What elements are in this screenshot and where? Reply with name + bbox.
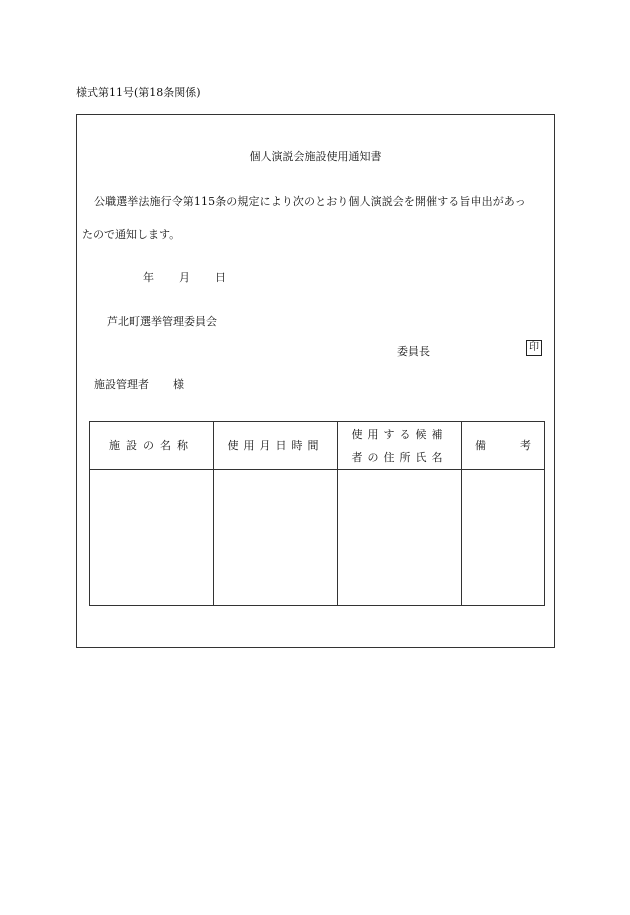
recipient-line	[94, 376, 184, 392]
cell-candidate-info[interactable]	[338, 470, 462, 606]
date-month: 月	[179, 271, 190, 284]
chairperson-label: 委員長	[397, 345, 430, 358]
date-day: 日	[215, 271, 226, 284]
form-number: 様式第11号(第18条関係)	[76, 86, 201, 99]
header-usage-datetime: 使用月日時間	[214, 422, 338, 470]
cell-facility-name[interactable]	[90, 470, 214, 606]
honorific-label: 様	[173, 378, 184, 391]
cell-remarks[interactable]	[462, 470, 545, 606]
header-facility-name: 施設の名称	[90, 422, 214, 470]
header-remarks	[462, 422, 545, 470]
header-remarks-right: 考	[520, 439, 531, 452]
facility-usage-table	[89, 421, 545, 606]
header-candidate-line-2: 者の住所氏名	[351, 450, 448, 464]
header-candidate-info	[338, 422, 462, 470]
recipient-label: 施設管理者	[94, 378, 149, 391]
body-text-line-1: 公職選挙法施行令第115条の規定により次のとおり個人演説会を開催する旨申出があっ	[94, 195, 526, 208]
notice-frame	[76, 114, 555, 648]
table-row	[90, 470, 545, 606]
date-year: 年	[143, 271, 154, 284]
body-text-line-2: たので通知します。	[82, 228, 181, 241]
header-remarks-left: 備	[475, 439, 486, 452]
cell-usage-datetime[interactable]	[214, 470, 338, 606]
election-committee: 芦北町選挙管理委員会	[107, 315, 217, 328]
document-title: 個人演説会施設使用通知書	[249, 150, 382, 163]
table-header-row	[90, 422, 545, 470]
seal-mark: 印	[526, 340, 542, 356]
header-candidate-line-1: 使用する候補	[351, 427, 448, 441]
